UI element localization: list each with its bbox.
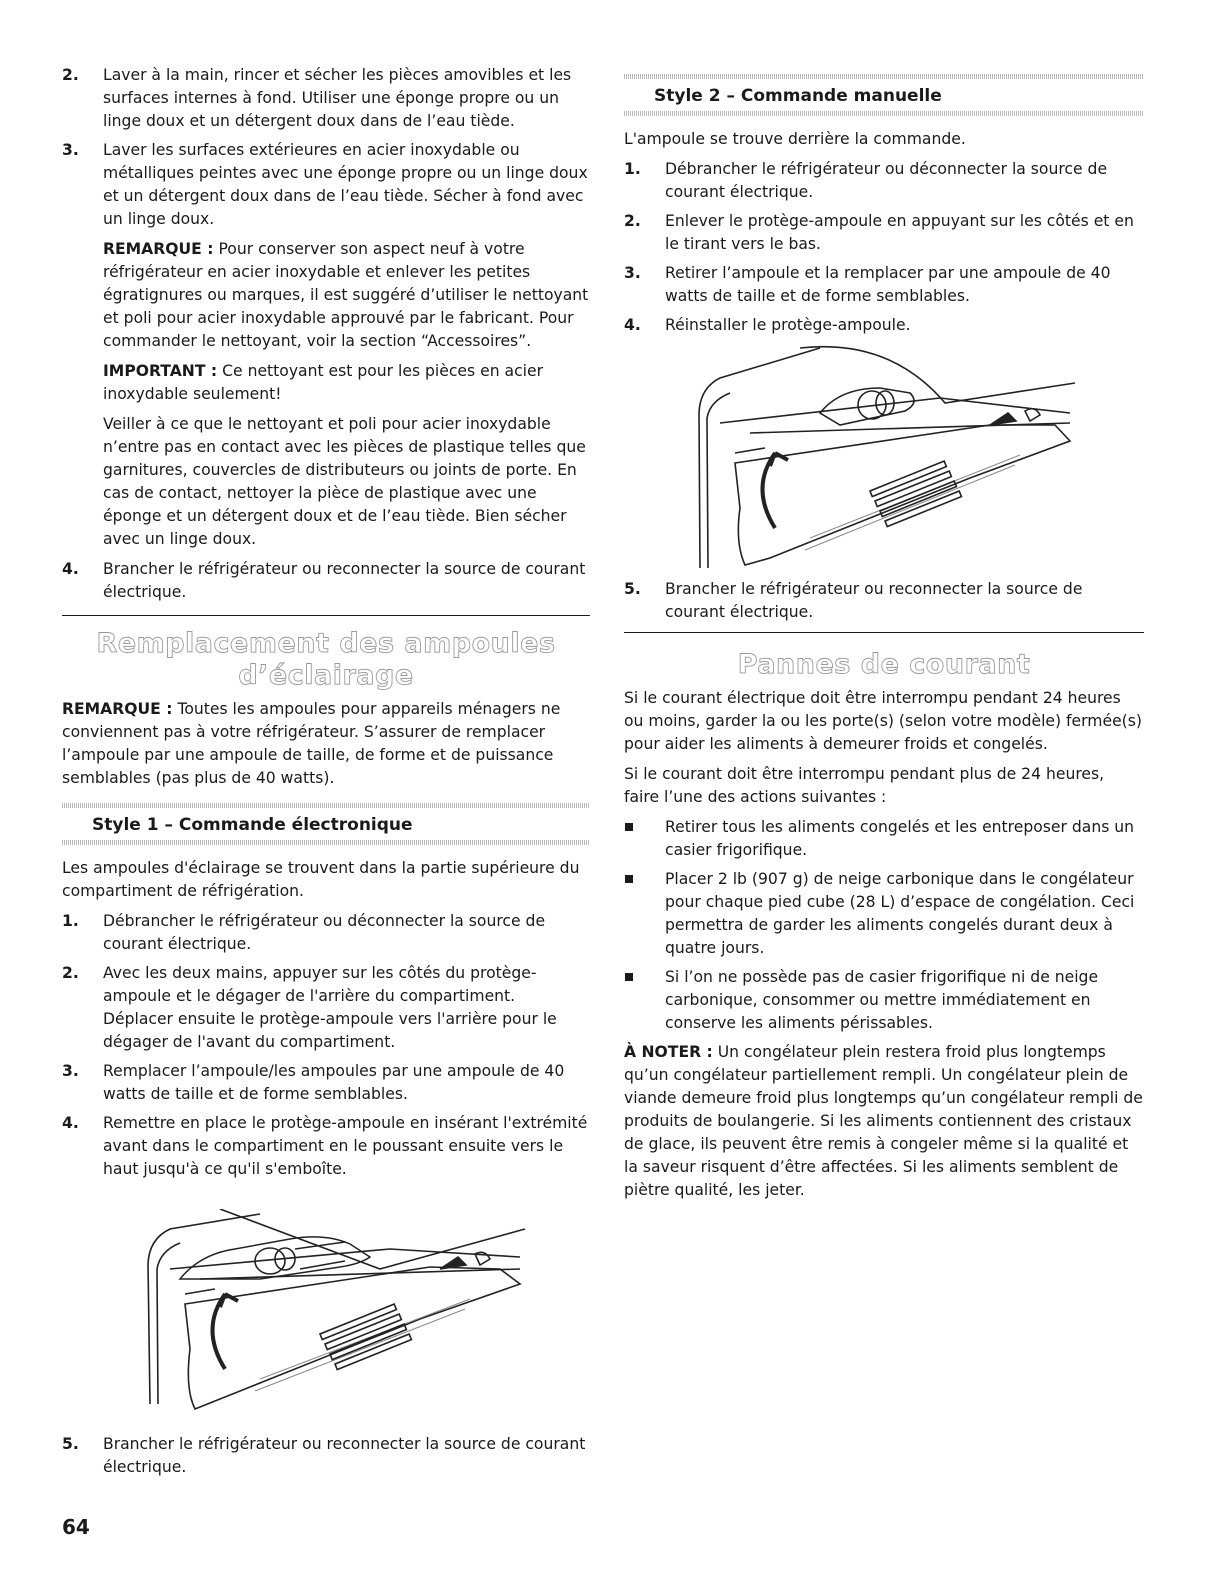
page-number: 64 (62, 1515, 90, 1539)
important-text: Ce nettoyant est pour les pièces en acier inoxydable seulement! (103, 362, 544, 403)
step-text: Réinstaller le protège-ampoule. (665, 316, 911, 334)
step-number: 1. (62, 912, 79, 930)
step-number: 4. (62, 1114, 79, 1132)
section-divider (624, 632, 1144, 633)
style2-steps (624, 158, 1144, 337)
important-note (103, 360, 590, 406)
step-text: Remettre en place le protège-ampoule en insérant l'extrémité avant dans le compartiment en le poussant ensuite vers le haut jusqu'à ce qu'il s'emboîte. (103, 1114, 588, 1178)
bullet-icon (625, 875, 633, 883)
list-item (62, 1060, 590, 1106)
cleaning-steps (62, 64, 590, 604)
hatch-rule (62, 840, 590, 845)
important-label: IMPORTANT : (103, 362, 218, 380)
list-item (624, 578, 1144, 624)
step-text: Enlever le protège-ampoule en appuyant sur les côtés et en le tirant vers le bas. (665, 212, 1134, 253)
section-title-ampoules: Remplacement des ampoules d’éclairage (96, 628, 556, 691)
step-number: 1. (624, 160, 641, 178)
list-item (62, 962, 590, 1054)
style1-steps (62, 910, 590, 1181)
list-item (624, 868, 1144, 960)
style2-title: Style 2 – Commande manuelle (654, 86, 942, 106)
light-shield-illustration-style2 (690, 343, 1144, 568)
remarque-note (103, 238, 590, 353)
pannes-paragraph-2: Si le courant doit être interrompu pendant plus de 24 heures, faire l’une des actions suivantes : (624, 765, 1105, 806)
noter-text: Un congélateur plein restera froid plus longtemps qu’un congélateur partiellement rempli. Un congélateur plein de viande demeure froid plus longtemps qu’un congélateur rempli de produits de boulangerie. Si les aliments contiennent des cristaux de glace, ils peuvent être remis à congeler même si la qualité et la saveur risquent d’être affectées. Si les aliments semblent de piètre qualité, les jeter. (624, 1043, 1143, 1199)
step-text: Brancher le réfrigérateur ou reconnecter la source de courant électrique. (665, 580, 1083, 621)
right-column (624, 64, 1144, 1209)
list-item (624, 210, 1144, 256)
remarque-text: Pour conserver son aspect neuf à votre réfrigérateur en acier inoxydable et enlever les petites égratignures ou marques, il est suggéré d’utiliser le nettoyant et poli pour acier inoxydable approuvé par le fabricant. Pour commander le nettoyant, voir la section “Accessoires”. (103, 240, 589, 350)
veiller-note: Veiller à ce que le nettoyant et poli pour acier inoxydable n’entre pas en contact avec les pièces de plastique telles que garnitures, couvercles de distributeurs ou joints de porte. En cas de contact, nettoyer la pièce de plastique avec une éponge et un détergent doux et de l’eau tiède. Bien sécher avec un linge doux. (103, 415, 586, 548)
step-text: Avec les deux mains, appuyer sur les côtés du protège-ampoule et le dégager de l'arrière du compartiment. Déplacer ensuite le protège-ampoule vers l'arrière pour le dégager de l'avant du compartiment. (103, 964, 557, 1051)
hatch-rule (624, 111, 1144, 116)
bullet-icon (625, 973, 633, 981)
bullet-text: Si l’on ne possède pas de casier frigorifique ni de neige carbonique, consommer ou mettre immédiatement en conserve les aliments périssables. (665, 968, 1099, 1032)
list-item (624, 816, 1144, 862)
step-text: Débrancher le réfrigérateur ou déconnecter la source de courant électrique. (103, 912, 546, 953)
step-number: 5. (624, 580, 641, 598)
list-item (624, 314, 1144, 337)
step-number: 4. (62, 560, 79, 578)
list-item (624, 262, 1144, 308)
bullet-text: Retirer tous les aliments congelés et les entreposer dans un casier frigorifique. (665, 818, 1135, 859)
step-text: Retirer l’ampoule et la remplacer par une ampoule de 40 watts de taille et de forme semblables. (665, 264, 1111, 305)
remarque-label: REMARQUE : (103, 240, 214, 258)
left-column (62, 64, 590, 1485)
section-title-pannes: Pannes de courant (737, 649, 1031, 680)
noter-label: À NOTER : (624, 1043, 713, 1061)
step-text: Brancher le réfrigérateur ou reconnecter la source de courant électrique. (103, 560, 586, 601)
remarque-label: REMARQUE : (62, 700, 173, 718)
step-text: Remplacer l’ampoule/les ampoules par une ampoule de 40 watts de taille et de forme semblables. (103, 1062, 565, 1103)
style1-title: Style 1 – Commande électronique (92, 815, 413, 835)
noter-note (624, 1041, 1144, 1202)
pannes-paragraph-1: Si le courant électrique doit être interrompu pendant 24 heures ou moins, garder la ou les porte(s) (selon votre modèle) fermée(s) pour aider les aliments à demeurer froids et congelés. (624, 689, 1142, 753)
step-number: 2. (62, 964, 79, 982)
step-number: 4. (624, 316, 641, 334)
step-number: 3. (62, 141, 79, 159)
list-item (624, 966, 1144, 1035)
step-number: 2. (624, 212, 641, 230)
list-item (62, 1112, 590, 1181)
step-text: Débrancher le réfrigérateur ou déconnecter la source de courant électrique. (665, 160, 1108, 201)
step-number: 3. (624, 264, 641, 282)
section-divider (62, 615, 590, 616)
list-item (62, 910, 590, 956)
style1-intro: Les ampoules d'éclairage se trouvent dans la partie supérieure du compartiment de réfrigération. (62, 859, 580, 900)
step-number: 5. (62, 1435, 79, 1453)
section-remarque (62, 698, 590, 790)
list-item (62, 558, 590, 604)
list-item (62, 1433, 590, 1479)
list-item (62, 139, 590, 551)
step-text: Brancher le réfrigérateur ou reconnecter la source de courant électrique. (103, 1435, 586, 1476)
step-number: 3. (62, 1062, 79, 1080)
style2-final-step (624, 578, 1144, 624)
list-item (62, 64, 590, 133)
style1-final-step (62, 1433, 590, 1479)
pannes-bullets (624, 816, 1144, 1035)
step-text: Laver à la main, rincer et sécher les pièces amovibles et les surfaces internes à fond. Utiliser une éponge propre ou un linge doux et un détergent doux dans de l’eau tiède. (103, 66, 572, 130)
bullet-icon (625, 823, 633, 831)
step-number: 2. (62, 66, 79, 84)
step-text: Laver les surfaces extérieures en acier inoxydable ou métalliques peintes avec une éponge propre ou un linge doux et un détergent doux dans de l’eau tiède. Sécher à fond avec un linge doux. (103, 141, 588, 228)
list-item (624, 158, 1144, 204)
light-shield-illustration-style1 (140, 1209, 590, 1419)
bullet-text: Placer 2 lb (907 g) de neige carbonique dans le congélateur pour chaque pied cube (28 L) d’espace de congélation. Ceci permettra de garder les aliments congelés durant deux à quatre jours. (665, 870, 1135, 957)
style2-intro: L'ampoule se trouve derrière la commande. (624, 130, 966, 148)
remarque-text: Toutes les ampoules pour appareils ménagers ne conviennent pas à votre réfrigérateur. S’assurer de remplacer l’ampoule par une ampoule de taille, de forme et de puissance semblables (pas plus de 40 watts). (62, 700, 561, 787)
